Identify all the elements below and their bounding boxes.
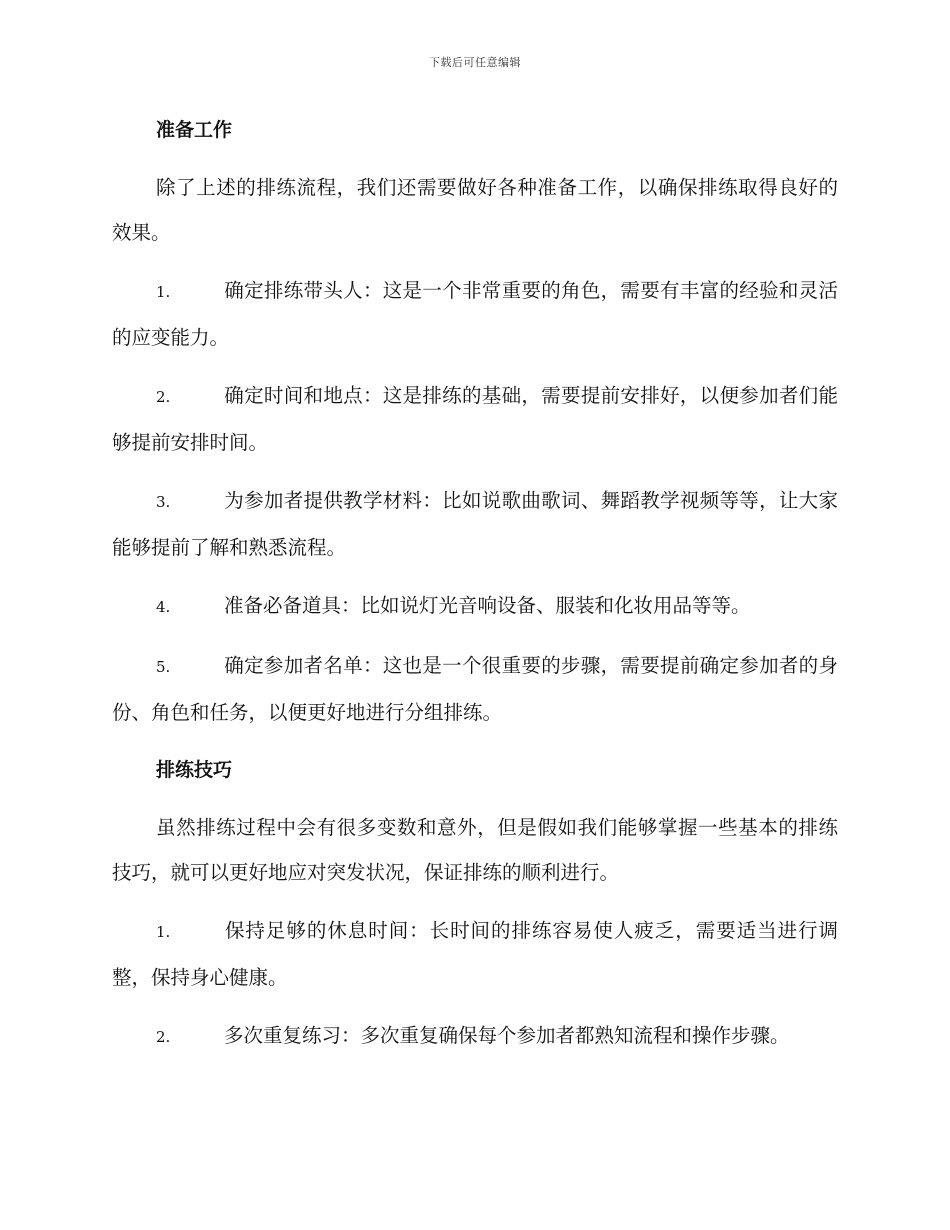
list-number: 2. [156,388,171,406]
list-number: 1. [156,283,171,301]
document-body [112,108,838,1073]
section-intro-preparation: 除了上述的排练流程，我们还需要做好各种准备工作，以确保排练取得良好的效果。 [112,176,838,244]
list-item [112,908,838,1000]
list-item-text: 多次重复练习：多次重复确保每个参加者都熟知流程和操作步骤。 [224,1024,790,1047]
list-item-text: 确定排练带头人：这是一个非常重要的角色，需要有丰富的经验和灵活的应变能力。 [112,279,838,349]
list-number: 4. [156,598,171,616]
list-item-text: 保持足够的休息时间：长时间的排练容易使人疲乏，需要适当进行调整，保持身心健康。 [112,919,838,989]
section-heading-techniques: 排练技巧 [156,759,233,781]
section-heading-preparation: 准备工作 [156,119,233,141]
section-intro-techniques: 虽然排练过程中会有很多变数和意外，但是假如我们能够掌握一些基本的排练技巧，就可以更好地应对突发状况，保证排练的顺利进行。 [112,816,838,884]
list-item [112,373,838,465]
list-item [112,583,838,630]
list-item-text: 确定时间和地点：这是排练的基础，需要提前安排好，以便参加者们能够提前安排时间。 [112,384,838,454]
list-number: 3. [156,493,171,511]
list-item [112,1013,838,1060]
list-number: 5. [156,658,171,676]
list-number: 1. [156,923,171,941]
list-item-text: 为参加者提供教学材料：比如说歌曲歌词、舞蹈教学视频等等，让大家能够提前了解和熟悉流程。 [112,489,838,559]
list-item [112,478,838,570]
list-item [112,643,838,735]
page-header: 下载后可任意编辑 [429,56,521,69]
list-item-text: 确定参加者名单：这也是一个很重要的步骤，需要提前确定参加者的身份、角色和任务，以便更好地进行分组排练。 [112,654,838,724]
list-item [112,268,838,360]
list-item-text: 准备必备道具：比如说灯光音响设备、服装和化妆用品等等。 [224,594,751,617]
list-number: 2. [156,1028,171,1046]
